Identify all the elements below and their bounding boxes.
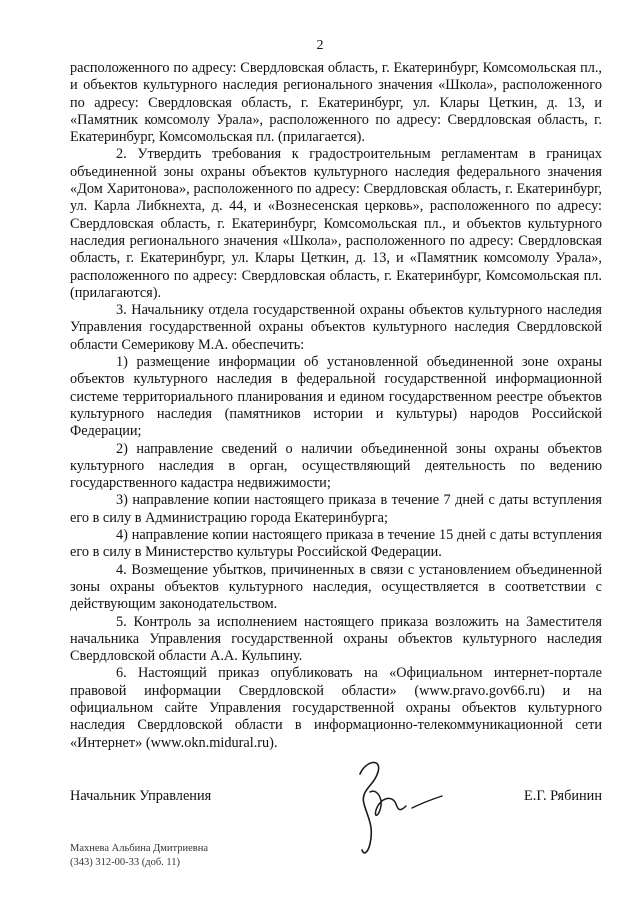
signature-name: Е.Г. Рябинин	[524, 788, 602, 804]
paragraph-subitem-1: 1) размещение информации об установленной объединенной зоне охраны объектов культурного наследия в федеральной государственной информационной системе территориального планирования и едином государственном реестре объектов культурного наследия (памятников истории и культуры) народов Российской Федерации;	[70, 354, 602, 440]
executor-phone: (343) 312-00-33 (доб. 11)	[70, 856, 181, 868]
signature-row	[70, 788, 602, 808]
paragraph-item-4: 4. Возмещение убытков, причиненных в связи с установлением объединенной зоны охраны объектов культурного наследия, осуществляется в соответствии с действующим законодательством.	[70, 561, 602, 613]
page-number: 2	[316, 38, 324, 53]
paragraph-item-5: 5. Контроль за исполнением настоящего приказа возложить на Заместителя начальника Управления государственной охраны объектов культурного наследия Свердловской области А.А. Кульпину.	[70, 613, 602, 665]
paragraph-subitem-2: 2) направление сведений о наличии объединенной зоны охраны объектов культурного наследия в орган, осуществляющий деятельность по ведению государственного кадастра недвижимости;	[70, 440, 602, 492]
signature-title: Начальник Управления	[70, 788, 212, 804]
paragraph-subitem-3: 3) направление копии настоящего приказа в течение 7 дней с даты вступления его в силу в Администрацию города Екатеринбурга;	[70, 492, 602, 526]
paragraph-item-2: 2. Утвердить требования к градостроительным регламентам в границах объединенной зоны охраны объектов культурного наследия федерального значения «Дом Харитонова», расположенного по адресу: Свердловская область, г. Екатеринбург, ул. Карла Либкнехта, д. 44, и «Вознесенская церковь», расположенного по адресу: Свердловская область, г. Екатеринбург, Комсомольская пл., и объектов культурного наследия регионального значения «Школа», расположенного по адресу: Свердловская область, г. Екатеринбург, ул. Клары Цеткин, д. 13, и «Памятник комсомолу Урала», расположенного по адресу: Свердловская область, г. Екатеринбург, Комсомольская пл. (прилагаются).	[70, 146, 602, 301]
paragraph-item-6: 6. Настоящий приказ опубликовать на «Официальном интернет-портале правовой информации Свердловской области» (www.pravo.gov66.ru) и на официальном сайте Управления государственной охраны объектов культурного наследия Свердловской области в информационно-телекоммуникационной сети «Интернет» (www.okn.midural.ru).	[70, 665, 602, 751]
executor-block	[70, 842, 208, 869]
executor-name: Махнева Альбина Дмитриевна	[70, 843, 209, 854]
paragraph-subitem-4: 4) направление копии настоящего приказа в течение 15 дней с даты вступления его в силу в Министерство культуры Российской Федерации.	[70, 527, 602, 561]
document-body	[70, 60, 602, 752]
paragraph-continuation: расположенного по адресу: Свердловская область, г. Екатеринбург, Комсомольская пл., и объектов культурного наследия регионального значения «Школа», расположенного по адресу: Свердловская область, г. Екатеринбург, ул. Клары Цеткин, д. 13, и «Памятник комсомолу Урала», расположенного по адресу: Свердловская область, г. Екатеринбург, Комсомольская пл. (прилагается).	[70, 60, 602, 146]
paragraph-item-3: 3. Начальнику отдела государственной охраны объектов культурного наследия Управления государственной охраны объектов культурного наследия Свердловской области Семерикову М.А. обеспечить:	[70, 302, 602, 353]
